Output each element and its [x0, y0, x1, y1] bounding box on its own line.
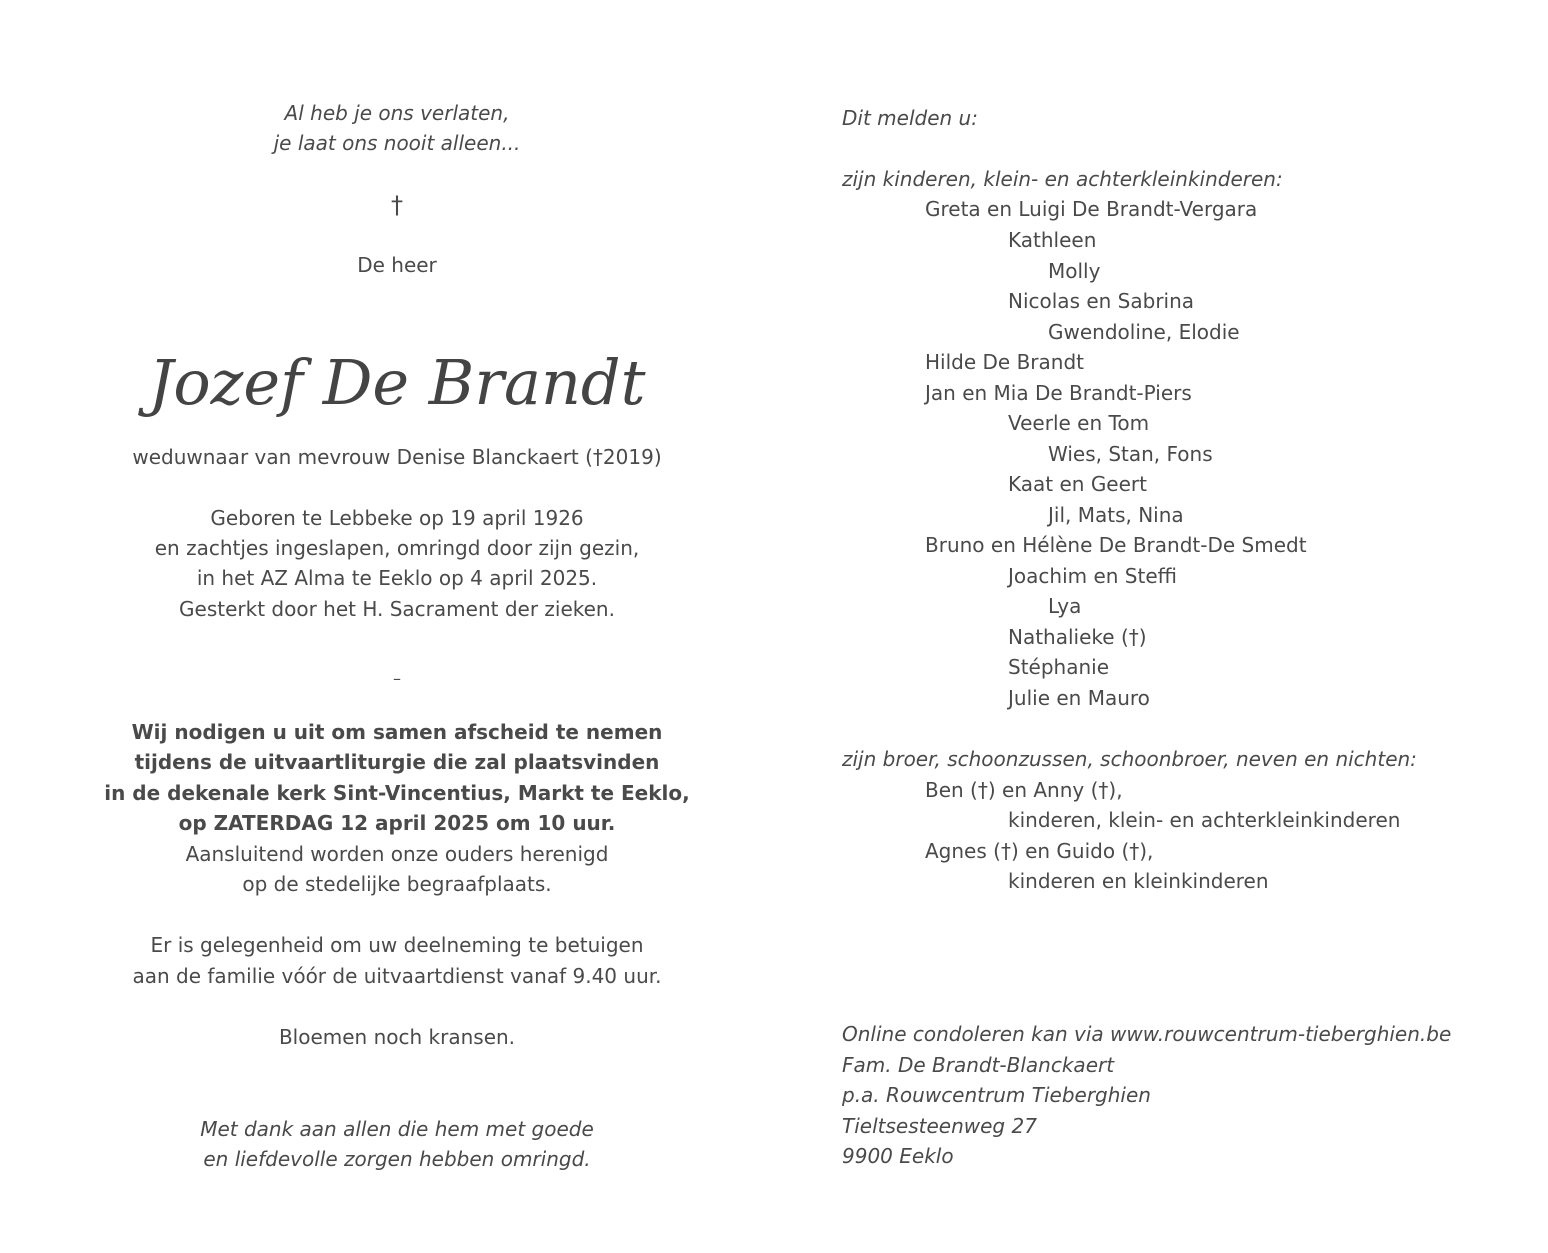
birth-line-4: Gesterkt door het H. Sacrament der zieken. [179, 597, 615, 621]
deceased-name: Jozef De Brandt [148, 346, 646, 419]
list-item: Molly [1048, 259, 1101, 283]
list-item: Ben (†) en Anny (†), [925, 778, 1123, 802]
online-condolence-line: Online condoleren kan via www.rouwcentrum-tieberghien.be [842, 1022, 1452, 1046]
list-item: Julie en Mauro [1008, 686, 1150, 710]
siblings-heading: zijn broer, schoonzussen, schoonbroer, neven en nichten: [842, 747, 1417, 771]
intro-line: Dit melden u: [842, 106, 978, 130]
list-item: Nathalieke (†) [1008, 625, 1147, 649]
address-city: 9900 Eeklo [842, 1144, 954, 1168]
honorific: De heer [357, 253, 437, 277]
list-item: Bruno en Hélène De Brandt-De Smedt [925, 533, 1307, 557]
list-item: Kathleen [1008, 228, 1097, 252]
address-care-of: p.a. Rouwcentrum Tieberghien [842, 1083, 1151, 1107]
list-item: kinderen, klein- en achterkleinkinderen [1008, 808, 1401, 832]
list-item: Jil, Mats, Nina [1048, 503, 1184, 527]
thanks-line-1: Met dank aan allen die hem met goede [200, 1117, 594, 1141]
invitation-line-3: in de dekenale kerk Sint-Vincentius, Markt te Eeklo, [104, 781, 690, 805]
burial-line-2: op de stedelijke begraafplaats. [242, 872, 552, 896]
flowers-line: Bloemen noch kransen. [278, 1025, 516, 1049]
birth-line-1: Geboren te Lebbeke op 19 april 1926 [210, 506, 584, 530]
address-family: Fam. De Brandt-Blanckaert [842, 1053, 1115, 1077]
quote-line-1: Al heb je ons verlaten, [284, 101, 510, 125]
quote-line-2: je laat ons nooit alleen... [273, 131, 521, 155]
list-item: Nicolas en Sabrina [1008, 289, 1195, 313]
condolence-line-2: aan de familie vóór de uitvaartdienst vanaf 9.40 uur. [132, 964, 662, 988]
list-item: kinderen en kleinkinderen [1008, 869, 1269, 893]
condolence-line-1: Er is gelegenheid om uw deelneming te betuigen [150, 933, 644, 957]
widower-line: weduwnaar van mevrouw Denise Blanckaert (†2019) [132, 445, 662, 469]
list-item: Stéphanie [1008, 655, 1110, 679]
list-item: Veerle en Tom [1008, 411, 1150, 435]
separator-dash: – [393, 669, 401, 688]
list-item: Greta en Luigi De Brandt-Vergara [925, 197, 1258, 221]
address-street: Tieltsesteenweg 27 [842, 1114, 1037, 1138]
list-item: Joachim en Steffi [1008, 564, 1177, 588]
list-item: Jan en Mia De Brandt-Piers [925, 381, 1192, 405]
list-item: Agnes (†) en Guido (†), [925, 839, 1154, 863]
invitation-line-1: Wij nodigen u uit om samen afscheid te nemen [131, 720, 663, 744]
cross-icon: † [391, 191, 403, 219]
invitation-line-4: op ZATERDAG 12 april 2025 om 10 uur. [178, 811, 616, 835]
list-item: Lya [1048, 594, 1082, 618]
children-heading: zijn kinderen, klein- en achterkleinkinderen: [842, 167, 1283, 191]
list-item: Hilde De Brandt [925, 350, 1084, 374]
list-item: Kaat en Geert [1008, 472, 1147, 496]
burial-line-1: Aansluitend worden onze ouders herenigd [185, 842, 609, 866]
invitation-line-2: tijdens de uitvaartliturgie die zal plaatsvinden [134, 750, 660, 774]
birth-line-3: in het AZ Alma te Eeklo op 4 april 2025. [196, 566, 598, 590]
birth-line-2: en zachtjes ingeslapen, omringd door zijn gezin, [154, 536, 640, 560]
list-item: Wies, Stan, Fons [1048, 442, 1213, 466]
list-item: Gwendoline, Elodie [1048, 320, 1240, 344]
thanks-line-2: en liefdevolle zorgen hebben omringd. [203, 1147, 591, 1171]
